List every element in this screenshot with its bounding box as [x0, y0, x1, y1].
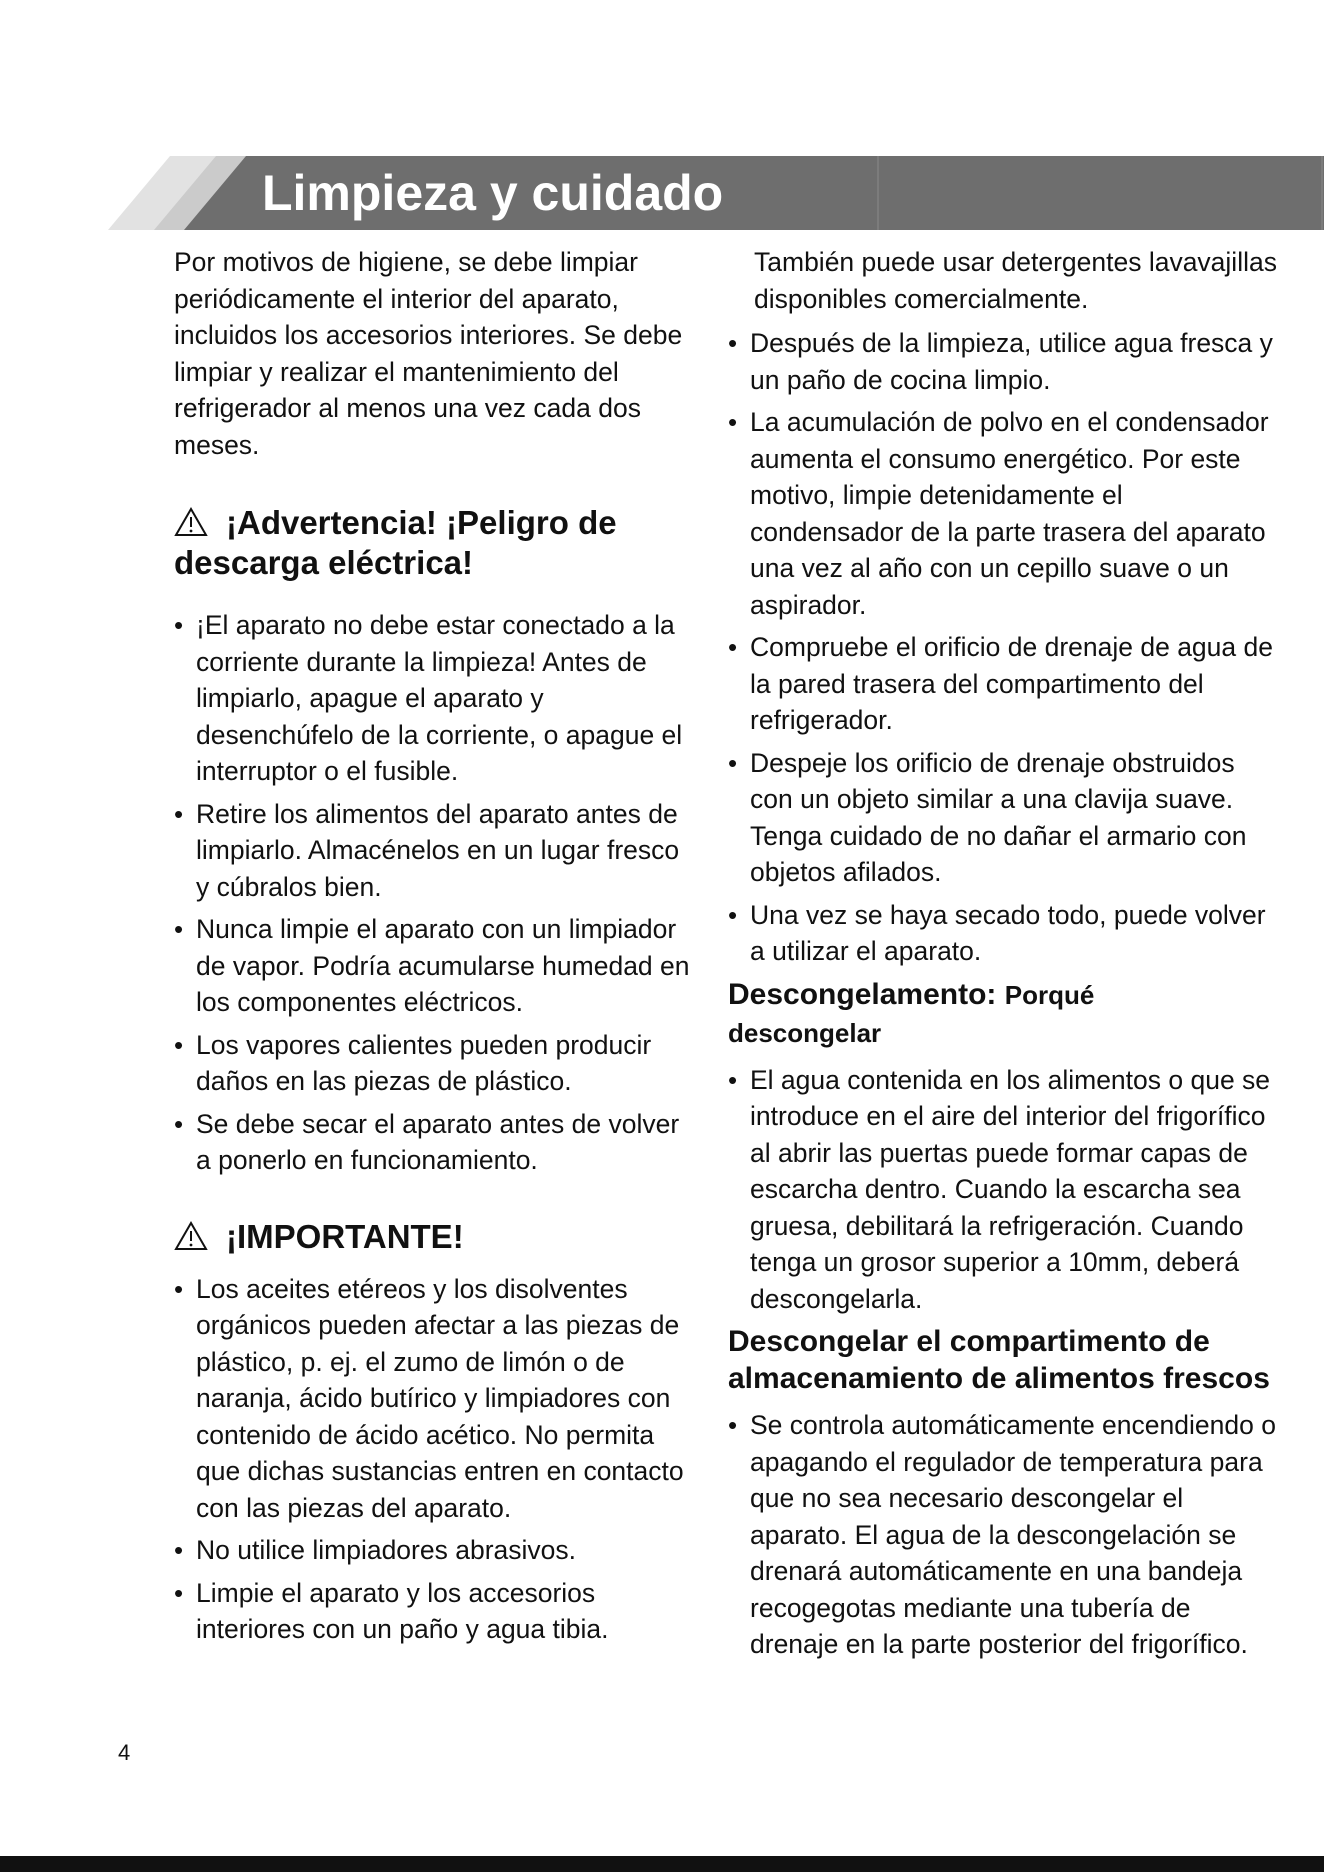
- list-item: • Compruebe el orificio de drenaje de agua de la pared trasera del compartimento del refrigerador.: [728, 629, 1280, 739]
- page-title: Limpieza y cuidado: [262, 165, 724, 221]
- defrost-heading-main: Descongelamento:: [728, 977, 997, 1011]
- defrost-heading: [728, 976, 1280, 1052]
- defrost-heading-line2: descongelar: [728, 1017, 882, 1048]
- warning-list: [174, 607, 694, 1179]
- important-heading: [174, 1217, 694, 1257]
- section-banner: [108, 156, 1324, 230]
- defrost-list: [728, 1062, 1280, 1318]
- list-item: • Limpie el aparato y los accesorios interiores con un paño y agua tibia.: [174, 1575, 694, 1648]
- left-column: [174, 244, 694, 1654]
- list-item: • Se controla automáticamente encendiendo o apagando el regulador de temperatura para que no sea necesario descongelar el aparato. El agua de la descongelación se drenará automáticamente en una bandeja recogegotas mediante una tubería de drenaje en la parte posterior del frigorífico.: [728, 1407, 1280, 1663]
- list-item: • El agua contenida en los alimentos o que se introduce en el aire del interior del frigorífico al abrir las puertas puede formar capas de escarcha dentro. Cuando la escarcha sea gruesa, debilitará la refrigeración. Cuando tenga un grosor superior a 10mm, deberá descongelarla.: [728, 1062, 1280, 1318]
- list-item: • Una vez se haya secado todo, puede volver a utilizar el aparato.: [728, 897, 1280, 970]
- warning-triangle-icon: [174, 1221, 208, 1251]
- list-item: • Los vapores calientes pueden producir daños en las piezas de plástico.: [174, 1027, 694, 1100]
- list-item: • ¡El aparato no debe estar conectado a la corriente durante la limpieza! Antes de limpiarlo, apague el aparato y desenchúfelo de la corriente, o apague el interruptor o el fusible.: [174, 607, 694, 790]
- warning-heading: [174, 503, 694, 583]
- intro-paragraph: Por motivos de higiene, se debe limpiar periódicamente el interior del aparato, incluidos los accesorios interiores. Se debe limpiar y realizar el mantenimiento del refrigerador al menos una vez cada dos meses.: [174, 247, 683, 460]
- list-item: • Nunca limpie el aparato con un limpiador de vapor. Podría acumularse humedad en los componentes eléctricos.: [174, 911, 694, 1021]
- important-list: [174, 1271, 694, 1648]
- fresh-compartment-list: [728, 1407, 1280, 1663]
- list-item: • Después de la limpieza, utilice agua fresca y un paño de cocina limpio.: [728, 325, 1280, 398]
- list-item: • Despeje los orificio de drenaje obstruidos con un objeto similar a una clavija suave. Tenga cuidado de no dañar el armario con objetos afilados.: [728, 745, 1280, 891]
- list-item: • La acumulación de polvo en el condensador aumenta el consumo energético. Por este motivo, limpie detenidamente el condensador de la parte trasera del aparato una vez al año con un cepillo suave o un aspirador.: [728, 404, 1280, 623]
- list-item: • Se debe secar el aparato antes de volver a ponerlo en funcionamiento.: [174, 1106, 694, 1179]
- right-column: [728, 244, 1280, 1669]
- cleaning-list: [728, 325, 1280, 970]
- page-number: 4: [118, 1740, 131, 1765]
- list-item: • Retire los alimentos del aparato antes de limpiarlo. Almacénelos en un lugar fresco y cúbralos bien.: [174, 796, 694, 906]
- defrost-heading-sub: Porqué: [1004, 979, 1095, 1010]
- list-item: • No utilice limpiadores abrasivos.: [174, 1532, 694, 1569]
- list-item: • Los aceites etéreos y los disolventes orgánicos pueden afectar a las piezas de plástico, p. ej. el zumo de limón o de naranja, ácido butírico y limpiadores con contenido de ácido acético. No permita que dichas sustancias entren en contacto con las piezas del aparato.: [174, 1271, 694, 1527]
- warning-triangle-icon: [174, 507, 208, 537]
- continuation-paragraph: También puede usar detergentes lavavajillas disponibles comercialmente.: [754, 247, 1277, 314]
- bottom-divider: [0, 1856, 1324, 1872]
- fresh-compartment-heading: Descongelar el compartimento de almacenamiento de alimentos frescos: [728, 1325, 1270, 1395]
- important-heading-text: ¡IMPORTANTE!: [226, 1217, 464, 1255]
- warning-heading-text: ¡Advertencia! ¡Peligro de descarga eléctrica!: [174, 504, 617, 581]
